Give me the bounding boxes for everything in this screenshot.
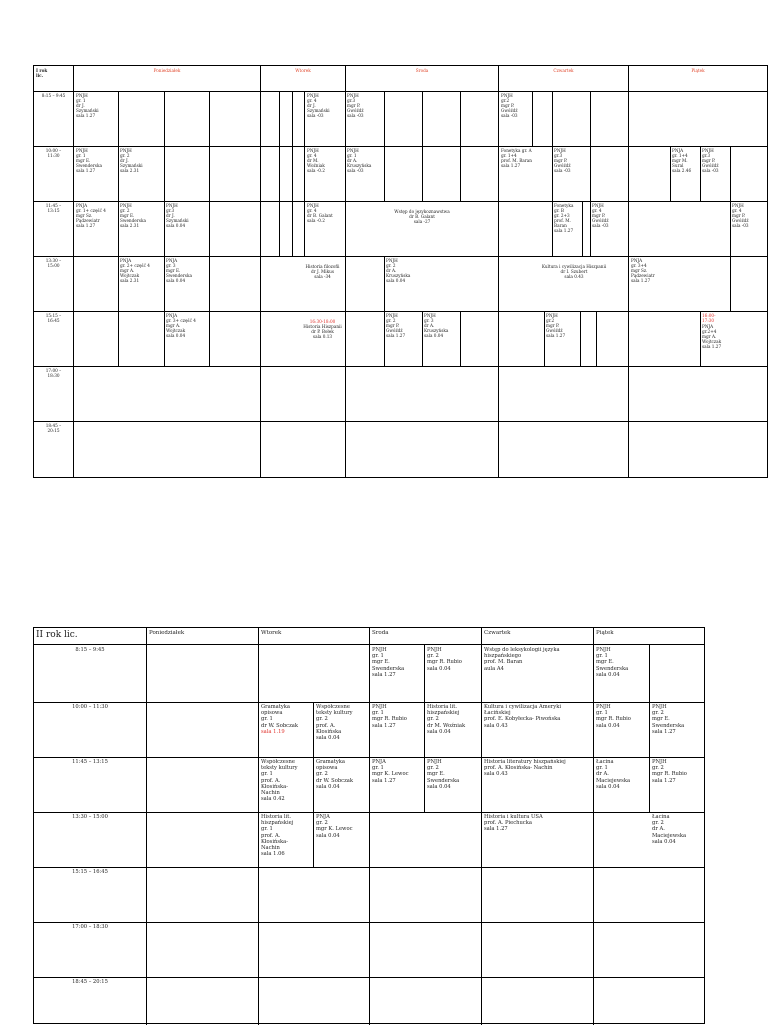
class-entry: PNJH gr. 4 dr B. Galant sala -0.2 (307, 203, 333, 223)
class-entry: PNJA gr. 1 mgr K. Lewoc sala 1.27 (372, 759, 409, 784)
class-entry: PNJH gr. 2 mgr R. Rubio sala 1.27 (652, 759, 687, 784)
class-entry: PNJA gr. 3 mgr E. Swenderska sala 0.04 (166, 258, 192, 283)
class-entry: PNJH gr.3 mgr P. Gwóźdź sala -03 (702, 148, 719, 173)
class-entry: PNJA gr. 1+ część 4 mgr Sz. Pądzewiatr sala 1.27 (76, 203, 106, 228)
class-entry: PNJH gr. 2 mgr E. Swenderska sala 1.27 (652, 704, 685, 735)
class-entry: PNJA gr. 2 mgr K. Lewoc sala 0.04 (316, 814, 353, 839)
class-entry: PNJH gr.3 mgr P. Gwóźdź sala -03 (347, 93, 364, 118)
time-slot: 17:00 – 18:30 (72, 924, 108, 930)
class-entry: Fonetyka gr. A gr. 1+4 prof. M. Baran sala 1.27 (501, 148, 532, 168)
class-entry: PNJH gr. 2 mgr E. Swenderska sala 0.04 (427, 759, 460, 790)
schedule-table-first-year (33, 65, 768, 478)
day-header-monday: Poniedziałek (149, 630, 185, 636)
class-entry: Historia literatury hiszpańskiej prof. A. Kłosińska- Nachin sala 0.43 (484, 759, 566, 778)
class-entry: PNJH gr. 2 mgr P. Gwóźdź sala 1.27 (386, 313, 406, 338)
time-slot: 15:15 – 16:45 (45, 313, 62, 323)
class-entry: PNJH gr. 2 mgr E. Swenderska sala 2.31 (120, 203, 146, 228)
class-entry: PNJH gr.2 mgr P. Gwóźdź sala -03 (501, 93, 518, 118)
day-header-friday: Piątek (596, 630, 614, 636)
class-entry: Wstęp do leksykologii języka hiszpańskiego prof. M. Baran aula A4 (484, 647, 560, 672)
class-entry: Fonetyka gr. B gr. 2+3 prof. M. Baran sala 1.27 (554, 203, 574, 233)
class-entry: PNJH gr. 2 mgr R. Rubio sala 0.04 (427, 647, 462, 672)
class-entry: Historia lit. hiszpańskiej gr. 2 dr M. Woźniak sala 0.04 (427, 704, 466, 735)
class-entry: PNJH gr. 2 dr A. Kruszyńska sala 0.04 (386, 258, 411, 283)
class-entry: Wstęp do językoznawstwa dr B. Galant sala -27 (394, 209, 450, 224)
class-entry: Gramatyka opisowa gr. 2 dr W. Sobczak sala 0.04 (316, 759, 354, 790)
class-entry: PNJH gr. 1 mgr R. Rubio sala 0.04 (596, 704, 631, 729)
day-header-thursday: Czwartek (484, 630, 511, 636)
class-entry: Historia filozofii dr J. Mikus sala -34 (305, 264, 340, 279)
time-slot: 10:00 – 11:30 (45, 148, 62, 158)
class-entry: Historia i kultura USA prof. A. Piechucka sala 1.27 (484, 814, 543, 833)
class-entry: PNJH gr. 4 dr J. Szymański sala -03 (307, 93, 330, 118)
table-title: I rok lic. (36, 68, 48, 78)
class-time-note: 16:00- 17:30 (702, 313, 716, 323)
day-header-tuesday: Wtorek (295, 68, 311, 73)
class-entry: PNJA gr.2+4 mgr A. Wojtczak sala 1.27 (702, 324, 722, 349)
day-header-thursday: Czwartek (553, 68, 574, 73)
class-entry: PNJA gr. 1+4 mgr M. Sural sala 2.46 (672, 148, 692, 173)
class-entry: Historia Hiszpanii dr P. Bołek sala 0.13 (303, 324, 342, 339)
class-entry: PNJA gr. 2+ część 4 mgr A. Wojtczak sala 2.31 (120, 258, 150, 283)
schedule-table-second-year (33, 627, 705, 1024)
class-room-note: sala 1.19 (261, 729, 285, 735)
time-slot: 13:30 – 15:00 (72, 814, 108, 820)
class-entry: Kultura i cywilizacja Hiszpanii dr I. Szubert sala 0.43 (541, 264, 607, 279)
class-entry: Historia lit. hiszpańskiej gr. 1 prof. A. Kłosińska- Nachin sala 1.06 (261, 814, 294, 858)
class-entry: PNJH gr.3 dr J. Szymański sala 0.04 (166, 203, 189, 228)
time-slot: 11:45 – 13:15 (72, 759, 108, 765)
time-slot: 8:15 – 9:45 (41, 93, 66, 98)
time-slot: 8:15 – 9:45 (75, 647, 105, 653)
time-slot: 15:15 – 16:45 (72, 869, 108, 875)
class-entry: PNJH gr. 1 mgr E. Swenderska sala 1.27 (372, 647, 405, 678)
class-entry: PNJH gr. 1 mgr E. Swenderska sala 0.04 (596, 647, 629, 678)
class-entry: PNJH gr.3 mgr P. Gwóźdź sala -03 (554, 148, 571, 173)
class-entry: Gramatyka opisowa gr. 1 dr W. Sobczak (261, 704, 299, 729)
time-slot: 18:45 – 20:15 (72, 979, 108, 985)
class-entry: Łacina gr. 2 dr A. Maciejewska sala 0.04 (652, 814, 687, 845)
class-entry: PNJH gr. 1 mgr E. Swenderska sala 1.27 (76, 148, 102, 173)
time-slot: 10:00 – 11:30 (72, 704, 108, 710)
class-entry: PNJH gr. 1 mgr R. Rubio sala 1.27 (372, 704, 407, 729)
day-header-wednesday: Środa (415, 68, 429, 73)
class-time-note: 16:30-18:00 (309, 319, 336, 324)
day-header-monday: Poniedziałek (153, 68, 181, 73)
class-entry: PNJH gr. 2 dr J. Szymański sala 2.31 (120, 148, 143, 173)
class-entry: PNJA gr. 3+4 mgr Sz. Pądzewiatr sala 1.27 (631, 258, 655, 283)
class-entry: PNJH gr. 4 dr M. Woźniak sala -0.2 (307, 148, 325, 173)
time-slot: 17:00 – 18:30 (45, 368, 62, 378)
table-title: II rok lic. (36, 630, 78, 640)
class-entry: PNJA gr. 3+ część 4 mgr A. Wojtczak sala 0.04 (166, 313, 196, 338)
time-slot: 18:45 – 20:15 (45, 423, 62, 433)
class-entry: PNJH gr. 1 dr J. Szymański sala 1.27 (76, 93, 99, 118)
day-header-friday: Piątek (691, 68, 705, 73)
time-slot: 13:30 – 15:00 (45, 258, 62, 268)
class-entry: PNJH gr. 3 dr A. Kruszyńska sala 0.04 (424, 313, 449, 338)
time-slot: 11:45 – 13:15 (45, 203, 62, 213)
class-entry: PNJH gr. 4 mgr P. Gwóźdź sala -03 (732, 203, 749, 228)
class-entry: Kultura i cywilizacja Ameryki Łacińskiej prof. E. Kobyłecka- Piwońska sala 0.43 (484, 704, 561, 729)
class-entry: Łacina gr. 1 dr A. Maciejewska sala 0.04 (596, 759, 631, 790)
class-entry: PNJH gr. 4 mgr P. Gwóźdź sala -03 (592, 203, 609, 228)
class-entry: Współczesne teksty kultury gr. 1 prof. A. Kłosińska- Nachin sala 0.42 (261, 759, 298, 803)
class-entry: Współczesne teksty kultury gr. 2 prof. A. Kłosińska sala 0.04 (316, 704, 353, 742)
day-header-tuesday: Wtorek (261, 630, 282, 636)
class-entry: PNJH gr. 1 dr A. Kruszyńska sala -03 (347, 148, 372, 173)
class-entry: PNJH gr.2 mgr P. Gwóźdź sala 1.27 (546, 313, 566, 338)
day-header-wednesday: Środa (372, 630, 389, 636)
